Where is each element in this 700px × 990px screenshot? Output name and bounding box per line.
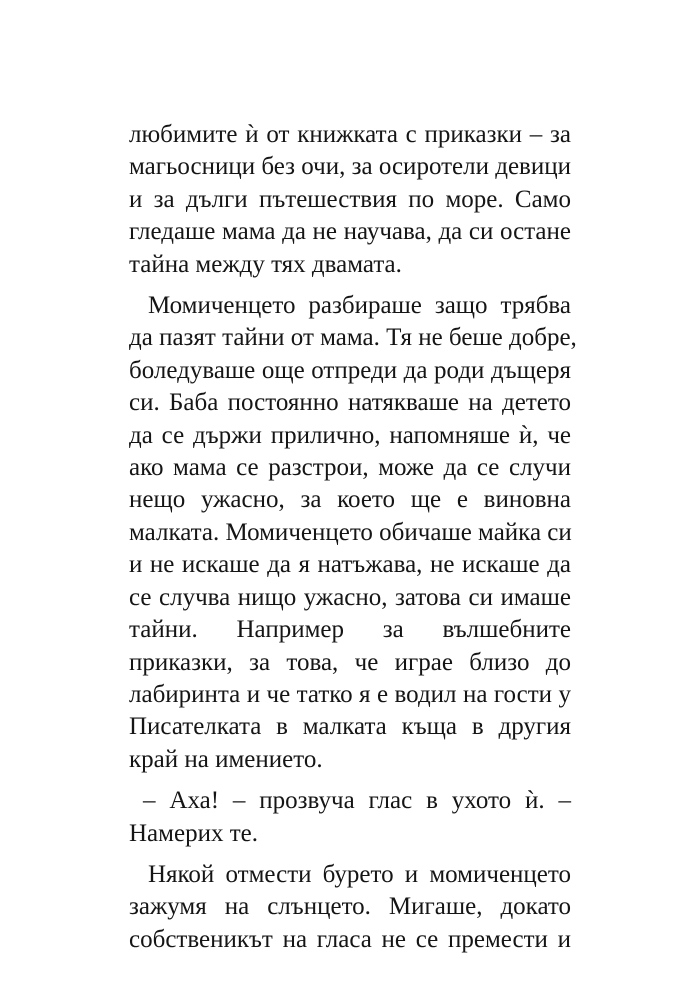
text-line: гледаше мама да не научава, да си остане — [129, 218, 571, 246]
text-line: и не искаше да я натъжава, не искаше да — [129, 551, 571, 579]
text-line: – Аха! – прозвуча глас в ухото ѝ. – — [143, 787, 571, 815]
text-line: ако мама се разстрои, може да се случи — [129, 454, 571, 482]
text-line: нещо ужасно, за което ще е виновна — [129, 486, 571, 514]
text-line: малката. Момиченцето обичаше майка си — [129, 518, 572, 546]
text-line: любимите ѝ от книжката с приказки – за — [129, 121, 571, 148]
text-line: Писателката в малката къща в другия — [129, 713, 571, 741]
paragraph-3-dialogue — [129, 785, 571, 850]
text-line: край на имението. — [129, 745, 323, 773]
text-line: се случва нищо ужасно, затова си имаше — [129, 583, 571, 611]
paragraph-2 — [129, 290, 577, 776]
text-line: Намерих те. — [129, 819, 258, 847]
text-line: лабиринта и че татко я е водил на гости у — [129, 680, 571, 708]
text-line: тайна между тях двамата. — [129, 250, 402, 278]
text-line: Момиченцето разбираше защо трябва — [148, 292, 571, 320]
text-line: магьосници без очи, за осиротели девици — [129, 153, 571, 181]
body-text — [129, 119, 577, 965]
text-line: боледуваше още отпреди да роди дъщеря — [129, 356, 571, 384]
paragraph-4 — [129, 859, 571, 956]
text-line: собственикът на гласа не се премести и — [129, 925, 571, 953]
text-line: зажумя на слънцето. Мигаше, докато — [129, 893, 571, 921]
text-line: и за дълги пътешествия по море. Само — [129, 185, 571, 213]
text-line: да пазят тайни от мама. Тя не беше добре, — [129, 324, 577, 352]
text-line: тайни. Например за вълшебните — [129, 616, 571, 644]
text-line: приказки, за това, че играе близо до — [129, 648, 571, 676]
paragraph-1 — [129, 119, 571, 281]
text-line: Някой отмести бурето и момиченцето — [148, 860, 571, 888]
text-line: да се държи прилично, напомняше ѝ, че — [129, 421, 571, 449]
text-line: си. Баба постоянно натякваше на детето — [129, 389, 571, 417]
